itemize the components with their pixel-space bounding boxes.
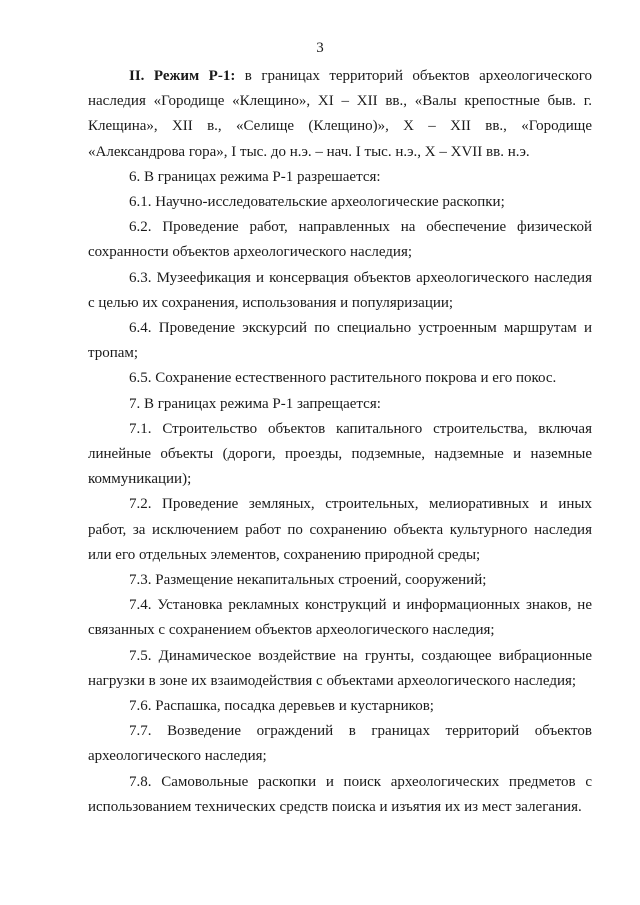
paragraph-6-2: 6.2. Проведение работ, направленных на обеспечение физической сохранности объектов археологического наследия; (88, 219, 592, 261)
paragraph-7-6: 7.6. Распашка, посадка деревьев и кустарников; (129, 698, 434, 715)
paragraph-6-3: 6.3. Музеефикация и консервация объектов археологического наследия с целью их сохранения, использования и популяризации; (88, 269, 592, 311)
paragraph-7-5: 7.5. Динамическое воздействие на грунты, создающее вибрационные нагрузки в зоне их взаимодействия с объектами археологического наследия; (88, 647, 592, 689)
page-number: 3 (316, 40, 324, 56)
paragraph-7-4: 7.4. Установка рекламных конструкций и информационных знаков, не связанных с сохранением объектов археологического наследия; (88, 597, 592, 639)
paragraph-7: 7. В границах режима Р-1 запрещается: (129, 395, 381, 412)
section-label: II. Режим Р-1: (129, 68, 236, 84)
paragraph-7-3: 7.3. Размещение некапитальных строений, сооружений; (129, 572, 487, 589)
paragraph-6-5: 6.5. Сохранение естественного растительного покрова и его покос. (129, 370, 557, 387)
paragraph-6-1: 6.1. Научно-исследовательские археологические раскопки; (129, 194, 505, 211)
section-heading-paragraph (88, 64, 592, 165)
paragraph-7-2: 7.2. Проведение земляных, строительных, мелиоративных и иных работ, за исключением работ по сохранению объекта культурного наследия или его отдельных элементов, сохранению природной среды; (88, 496, 592, 563)
paragraph-7-1: 7.1. Строительство объектов капитального строительства, включая линейные объекты (дороги, проезды, подземные, надземные и наземные коммуникации); (88, 420, 592, 488)
paragraph-6: 6. В границах режима Р-1 разрешается: (129, 168, 381, 185)
paragraph-7-7: 7.7. Возведение ограждений в границах территорий объектов археологического наследия; (88, 723, 592, 765)
document-body (88, 64, 592, 820)
section-text: в границах территорий объектов археологического наследия «Городище «Клещино», XI – XII вв., «Валы крепостные быв. г. Клещина», XII в., «Селище (Клещино)», X – XII вв., «Городище «Александрова гора», I тыс. до н.э. – нач. I тыс. н.э., X – XVII вв. н.э. (88, 68, 593, 160)
paragraph-7-8: 7.8. Самовольные раскопки и поиск археологических предметов с использованием технических средств поиска и изъятия их из мест залегания. (88, 773, 592, 815)
paragraph-6-4: 6.4. Проведение экскурсий по специально устроенным маршрутам и тропам; (88, 320, 592, 362)
